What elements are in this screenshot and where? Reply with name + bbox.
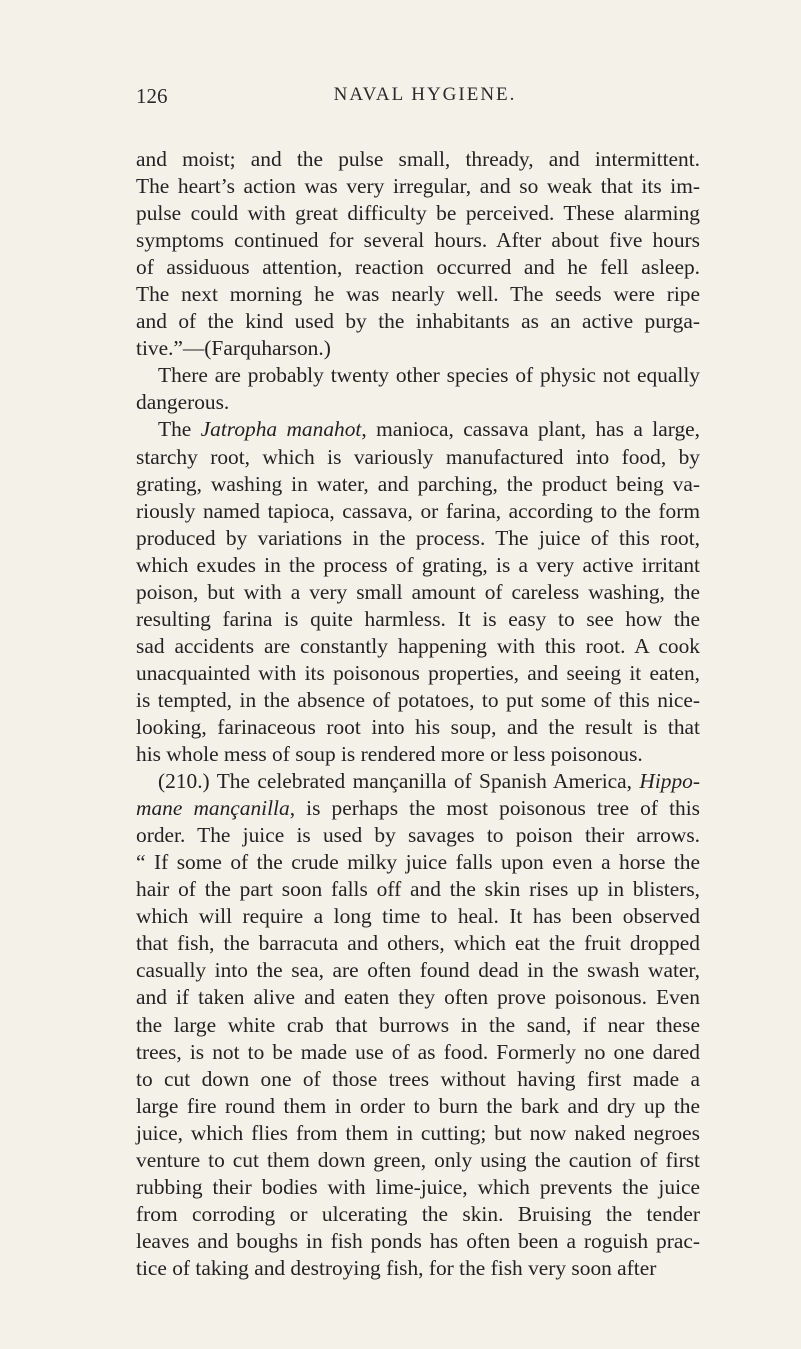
text-segment: grating, washing in water, and parching, the product being va- [136, 471, 700, 496]
text-segment: sad accidents are constantly happening with this root. A cook [136, 633, 700, 658]
text-line [136, 416, 700, 443]
text-line [136, 741, 700, 768]
text-segment: starchy root, which is variously manufactured into food, by [136, 444, 700, 469]
text-segment: tive.”—(Farquharson.) [136, 336, 331, 361]
text-segment: leaves and boughs in fish ponds has often been a roguish prac- [136, 1228, 700, 1253]
text-segment: Jatropha manahot [200, 417, 362, 442]
text-segment: poison, but with a very small amount of careless washing, the [136, 579, 700, 604]
text-line [136, 984, 700, 1011]
text-segment: dangerous. [136, 390, 230, 415]
text-segment: pulse could with great difficulty be perceived. These alarming [136, 201, 700, 226]
text-segment: riously named tapioca, cassava, or farina, according to the form [136, 498, 700, 523]
text-segment: and if taken alive and eaten they often prove poisonous. Even [136, 985, 700, 1010]
text-line [136, 552, 700, 579]
text-line [136, 200, 700, 227]
text-line [136, 849, 700, 876]
text-line [136, 335, 700, 362]
text-line [136, 227, 700, 254]
text-line [136, 281, 700, 308]
text-line [136, 768, 700, 795]
text-segment: unacquainted with its poisonous properties, and seeing it eaten, [136, 660, 700, 685]
text-line [136, 1201, 700, 1228]
text-segment: and of the kind used by the inhabitants as an active purga- [136, 309, 700, 334]
text-segment: venture to cut them down green, only using the caution of first [136, 1147, 700, 1172]
text-line [136, 1228, 700, 1255]
text-line [136, 1147, 700, 1174]
text-line [136, 876, 700, 903]
text-segment: juice, which flies from them in cutting; but now naked negroes [136, 1120, 700, 1145]
text-segment: rubbing their bodies with lime-juice, which prevents the juice [136, 1174, 700, 1199]
text-line [136, 579, 700, 606]
text-segment: order. The juice is used by savages to poison their arrows. [136, 823, 700, 848]
text-segment: Hippo- [639, 769, 700, 794]
text-segment: trees, is not to be made use of as food. Formerly no one dared [136, 1039, 700, 1064]
text-line [136, 606, 700, 633]
text-segment: The heart’s action was very irregular, and so weak that its im- [136, 174, 700, 199]
text-segment: symptoms continued for several hours. After about five hours [136, 228, 700, 253]
text-line [136, 687, 700, 714]
text-line [136, 1039, 700, 1066]
text-segment: (210.) The celebrated mançanilla of Spanish America, [158, 769, 640, 794]
text-line [136, 1066, 700, 1093]
text-line [136, 795, 700, 822]
text-segment: , manioca, cassava plant, has a large, [361, 417, 700, 442]
text-segment: The [158, 417, 201, 442]
text-line [136, 254, 700, 281]
text-line [136, 957, 700, 984]
text-line [136, 444, 700, 471]
text-segment: his whole mess of soup is rendered more or less poisonous. [136, 742, 643, 767]
text-segment: large fire round them in order to burn the bark and dry up the [136, 1093, 700, 1118]
text-line [136, 362, 700, 389]
text-line [136, 903, 700, 930]
text-line [136, 471, 700, 498]
running-head: NAVAL HYGIENE. [333, 84, 517, 105]
text-line [136, 498, 700, 525]
text-line [136, 173, 700, 200]
text-segment: mane mançanilla [136, 796, 290, 821]
text-line [136, 308, 700, 335]
text-segment: from corroding or ulcerating the skin. Bruising the tender [136, 1201, 700, 1226]
text-line [136, 1120, 700, 1147]
page-header [136, 84, 694, 114]
text-segment: resulting farina is quite harmless. It is easy to see how the [136, 606, 700, 631]
text-segment: “ If some of the crude milky juice falls upon even a horse the [136, 850, 700, 875]
text-line [136, 822, 700, 849]
text-line [136, 146, 700, 173]
text-line [136, 633, 700, 660]
text-line [136, 660, 700, 687]
text-segment: hair of the part soon falls off and the skin rises up in blisters, [136, 877, 700, 902]
text-segment: is tempted, in the absence of potatoes, to put some of this nice- [136, 687, 700, 712]
page-number: 126 [136, 84, 168, 108]
body-text [136, 146, 700, 1282]
text-segment: tice of taking and destroying fish, for the fish very soon after [136, 1255, 657, 1280]
text-line [136, 389, 700, 416]
text-segment: and moist; and the pulse small, thready, and intermittent. [136, 147, 700, 171]
text-segment: casually into the sea, are often found dead in the swash water, [136, 958, 700, 983]
text-line [136, 1255, 700, 1282]
text-segment: that fish, the barracuta and others, which eat the fruit dropped [136, 931, 700, 956]
text-segment: which exudes in the process of grating, is a very active irritant [136, 552, 700, 577]
text-segment: produced by variations in the process. The juice of this root, [136, 525, 700, 550]
text-segment: of assiduous attention, reaction occurred and he fell asleep. [136, 255, 700, 280]
text-segment: which will require a long time to heal. It has been observed [136, 904, 700, 929]
text-segment: The next morning he was nearly well. The seeds were ripe [136, 282, 700, 307]
text-line [136, 930, 700, 957]
text-segment: , is perhaps the most poisonous tree of this [289, 796, 700, 821]
text-line [136, 1093, 700, 1120]
text-segment: to cut down one of those trees without having first made a [136, 1066, 700, 1091]
text-line [136, 1012, 700, 1039]
text-segment: There are probably twenty other species of physic not equally [158, 363, 700, 388]
text-line [136, 525, 700, 552]
text-line [136, 1174, 700, 1201]
text-segment: the large white crab that burrows in the sand, if near these [136, 1012, 700, 1037]
text-segment: looking, farinaceous root into his soup, and the result is that [136, 714, 700, 739]
text-line [136, 714, 700, 741]
